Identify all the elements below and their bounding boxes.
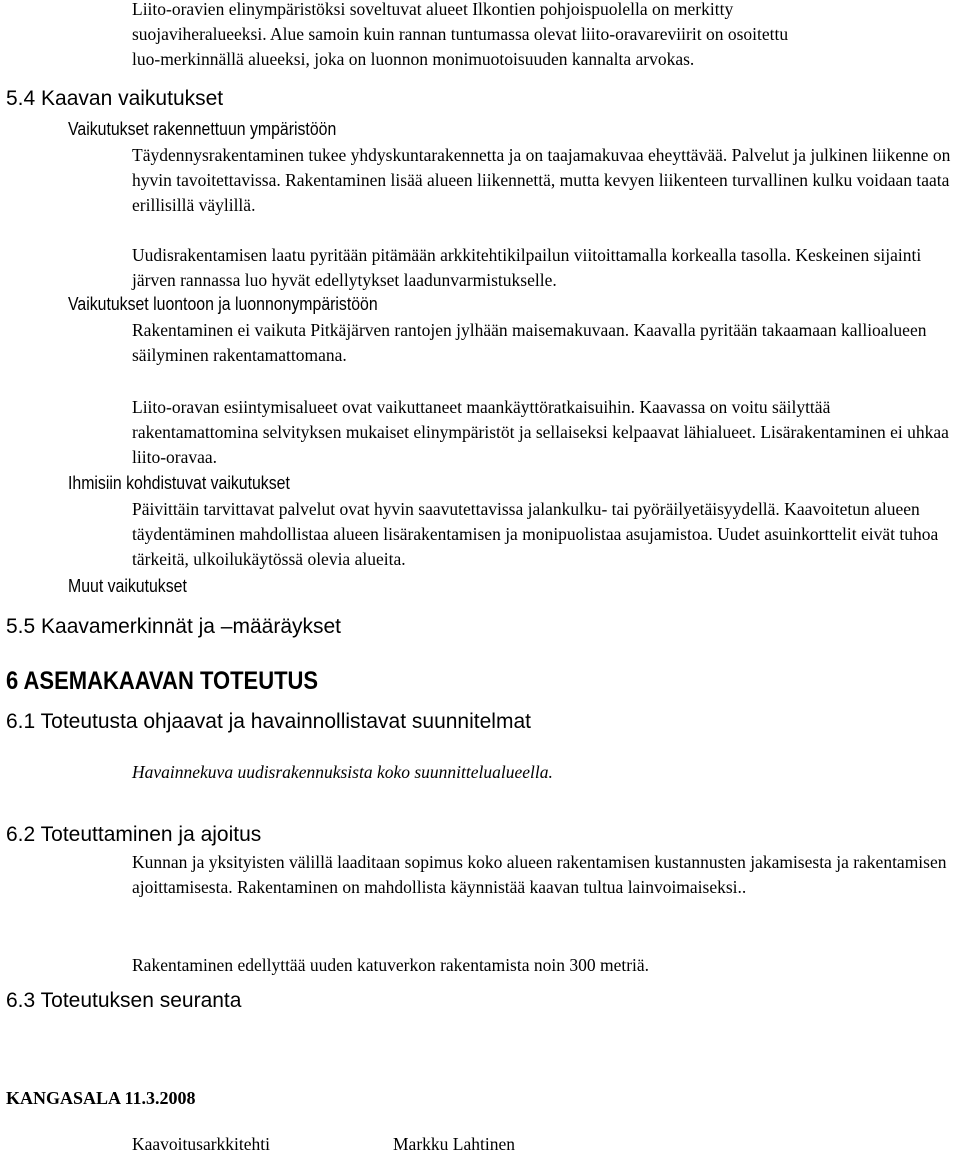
section-6-3-heading: 6.3 Toteutuksen seuranta — [6, 989, 242, 1012]
section-6-2-paragraph-1: Kunnan ja yksityisten välillä laaditaan sopimus koko alueen rakentamisen kustannusten jakamisesta ja rakentamisen ajoittamisesta. Rakentaminen on mahdollista käynnistää kaavan tultua lainvoimaiseksi.. — [132, 852, 947, 897]
built-environment-paragraph-1: Täydennysrakentaminen tukee yhdyskuntarakennetta ja on taajamakuvaa eheyttävää. Palvelut ja julkinen liikenne on hyvin tavoitettavissa. Rakentaminen lisää alueen liikennettä, mutta kevyen liikenteen turvallinen kulku voidaan taata erillisillä väylillä. — [132, 145, 951, 215]
people-heading: Ihmisiin kohdistuvat vaikutukset — [68, 473, 290, 493]
section-6-1-paragraph: Havainnekuva uudisrakennuksista koko suunnittelualueella. — [132, 762, 553, 782]
people-paragraph: Päivittäin tarvittavat palvelut ovat hyvin saavutettavissa jalankulku- tai pyöräilyetäisyydellä. Kaavoitetun alueen täydentäminen mahdollistaa alueen lisärakentamisen ja monipuolistaa asujamistoa. Uudet asuinkorttelit eivät tuhoa tärkeitä, ulkoilukäytössä olevia alueita. — [132, 499, 939, 569]
built-environment-heading: Vaikutukset rakennettuun ympäristöön — [68, 119, 337, 139]
nature-heading: Vaikutukset luontoon ja luonnonympäristöön — [68, 294, 378, 314]
section-6-1-heading: 6.1 Toteutusta ohjaavat ja havainnollistavat suunnitelmat — [6, 710, 531, 733]
intro-line-3: luo-merkinnällä alueeksi, joka on luonnon monimuotoisuuden kannalta arvokas. — [132, 49, 695, 69]
nature-paragraph-2: Liito-oravan esiintymisalueet ovat vaikuttaneet maankäyttöratkaisuihin. Kaavassa on voitu säilyttää rakentamattomina selvityksen mukaiset elinympäristöt ja sellaiseksi kelpaavat lähialueet. Lisärakentaminen ei uhkaa liito-oravaa. — [132, 397, 949, 467]
signature-name: Markku Lahtinen — [393, 1134, 515, 1154]
place-and-date: KANGASALA 11.3.2008 — [6, 1088, 196, 1108]
section-6-2-heading: 6.2 Toteuttaminen ja ajoitus — [6, 823, 262, 846]
section-5-4-heading: 5.4 Kaavan vaikutukset — [6, 87, 224, 110]
other-effects-heading: Muut vaikutukset — [68, 576, 187, 596]
signature-role: Kaavoitusarkkitehti — [132, 1134, 271, 1154]
section-6-heading: 6 ASEMAKAAVAN TOTEUTUS — [6, 667, 319, 695]
section-5-5-heading: 5.5 Kaavamerkinnät ja –määräykset — [6, 615, 342, 638]
intro-line-2: suojaviheralueeksi. Alue samoin kuin rannan tuntumassa olevat liito-oravareviirit on osoitettu — [132, 24, 789, 44]
section-6-2-paragraph-2: Rakentaminen edellyttää uuden katuverkon rakentamista noin 300 metriä. — [132, 955, 650, 975]
intro-line-1: Liito-oravien elinympäristöksi soveltuvat alueet Ilkontien pohjoispuolella on merkitty — [132, 0, 734, 19]
built-environment-paragraph-2: Uudisrakentamisen laatu pyritään pitämään arkkitehtikilpailun viitoittamalla korkealla tasolla. Keskeinen sijainti järven rannassa luo hyvät edellytykset laadunvarmistukselle. — [132, 245, 922, 290]
nature-paragraph-1: Rakentaminen ei vaikuta Pitkäjärven rantojen jylhään maisemakuvaan. Kaavalla pyritään takaamaan kallioalueen säilyminen rakentamattomana. — [132, 320, 927, 365]
